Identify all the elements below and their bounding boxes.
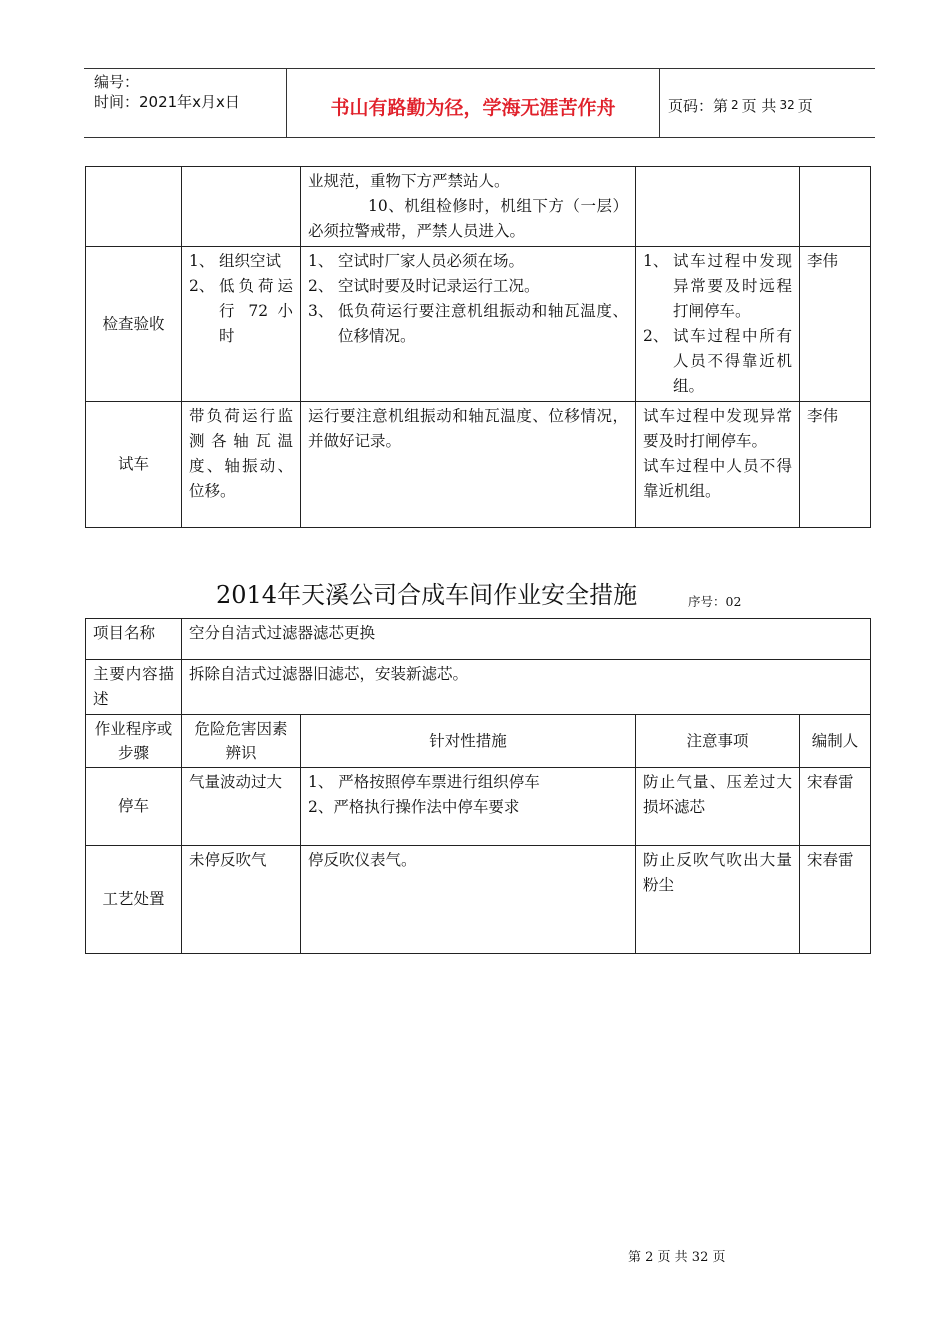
step-cell: [86, 167, 182, 247]
time-label: 时间：2021年x月x日: [94, 93, 240, 111]
note-cell: 防止气量、压差过大损坏滤芯: [636, 768, 800, 846]
hazard-cell: 气量波动过大: [182, 768, 301, 846]
note-cell: [636, 247, 800, 402]
measure-line: 2、严格执行操作法中停车要求: [308, 798, 520, 816]
measure-cell: [301, 167, 636, 247]
table-row: [86, 660, 871, 715]
list-item: 2、 空试时要及时记录运行工况。: [308, 277, 540, 295]
column-header-author: 编制人: [800, 715, 871, 768]
measure-line: 停反吹仪表气。: [308, 851, 417, 869]
project-value: 空分自洁式过滤器滤芯更换: [182, 619, 871, 660]
table-row: [86, 768, 871, 846]
author-cell: 李伟: [800, 402, 871, 528]
table-row: [86, 402, 871, 528]
measure-line: 10、机组检修时，机组下方（一层）必须拉警戒带，严禁人员进入。: [308, 197, 628, 240]
measure-cell: [301, 768, 636, 846]
author-cell: [800, 167, 871, 247]
author-cell: 宋春雷: [800, 846, 871, 954]
column-header-step: 作业程序或步骤: [86, 715, 182, 768]
number-label: 编号：: [94, 73, 140, 91]
measure-cell: [301, 846, 636, 954]
measure-cell: [301, 247, 636, 402]
hazard-cell: [182, 167, 301, 247]
hazard-cell: [182, 247, 301, 402]
step-cell: 停车: [86, 768, 182, 846]
author-cell: 宋春雷: [800, 768, 871, 846]
table-row: [86, 167, 871, 247]
column-header-hazard: 危险危害因素辨识: [182, 715, 301, 768]
safety-table-02: [85, 618, 871, 954]
table-row: [86, 619, 871, 660]
author-cell: 李伟: [800, 247, 871, 402]
step-cell: 检查验收: [86, 247, 182, 402]
section-title: 2014年天溪公司合成车间作业安全措施: [216, 581, 638, 609]
list-item: 2、 低负荷运行 72 小时: [189, 277, 293, 345]
measure-line: 业规范，重物下方严禁站人。: [308, 172, 510, 190]
note-cell: [636, 402, 800, 528]
column-header-measure: 针对性措施: [301, 715, 636, 768]
list-item: 1、 空试时厂家人员必须在场。: [308, 252, 525, 270]
note-cell: [636, 167, 800, 247]
description-label: 主要内容描述: [86, 660, 182, 715]
list-item: 1、 试车过程中发现异常要及时远程打闸停车。: [643, 252, 792, 320]
hazard-cell: 未停反吹气: [182, 846, 301, 954]
page-prefix: 页码：第: [668, 96, 729, 115]
page-header: [84, 68, 875, 138]
list-item: 1、 组织空试: [189, 252, 282, 270]
header-meta: [84, 69, 286, 137]
sequence-number: 序号：02: [688, 594, 742, 609]
note-line: 试车过程中发现异常要及时打闸停车。: [643, 407, 792, 450]
list-item: 2、 试车过程中所有人员不得靠近机组。: [643, 327, 792, 395]
step-cell: 试车: [86, 402, 182, 528]
note-line: 试车过程中人员不得靠近机组。: [643, 457, 792, 500]
note-cell: 防止反吹气吹出大量粉尘: [636, 846, 800, 954]
header-page-info: [660, 69, 875, 137]
project-label: 项目名称: [86, 619, 182, 660]
page-current: 2: [731, 98, 739, 112]
hazard-cell: 带负荷运行监测各轴瓦温度、轴振动、位移。: [182, 402, 301, 528]
page-total: 32: [779, 98, 795, 112]
page-mid: 页 共: [741, 96, 777, 115]
measure-cell: 运行要注意机组振动和轴瓦温度、位移情况，并做好记录。: [301, 402, 636, 528]
safety-table-continued: [85, 166, 871, 528]
description-value: 拆除自洁式过滤器旧滤芯，安装新滤芯。: [182, 660, 871, 715]
step-cell: 工艺处置: [86, 846, 182, 954]
table-header-row: [86, 715, 871, 768]
column-header-note: 注意事项: [636, 715, 800, 768]
list-item: 3、 低负荷运行要注意机组振动和轴瓦温度、位移情况。: [308, 302, 628, 345]
table-row: [86, 846, 871, 954]
page-suffix: 页: [797, 96, 813, 115]
header-motto: 书山有路勤为径，学海无涯苦作舟: [286, 69, 660, 137]
measure-line: 1、 严格按照停车票进行组织停车: [308, 773, 540, 791]
page-footer: 第 2 页 共 32 页: [628, 1250, 726, 1265]
table-row: [86, 247, 871, 402]
